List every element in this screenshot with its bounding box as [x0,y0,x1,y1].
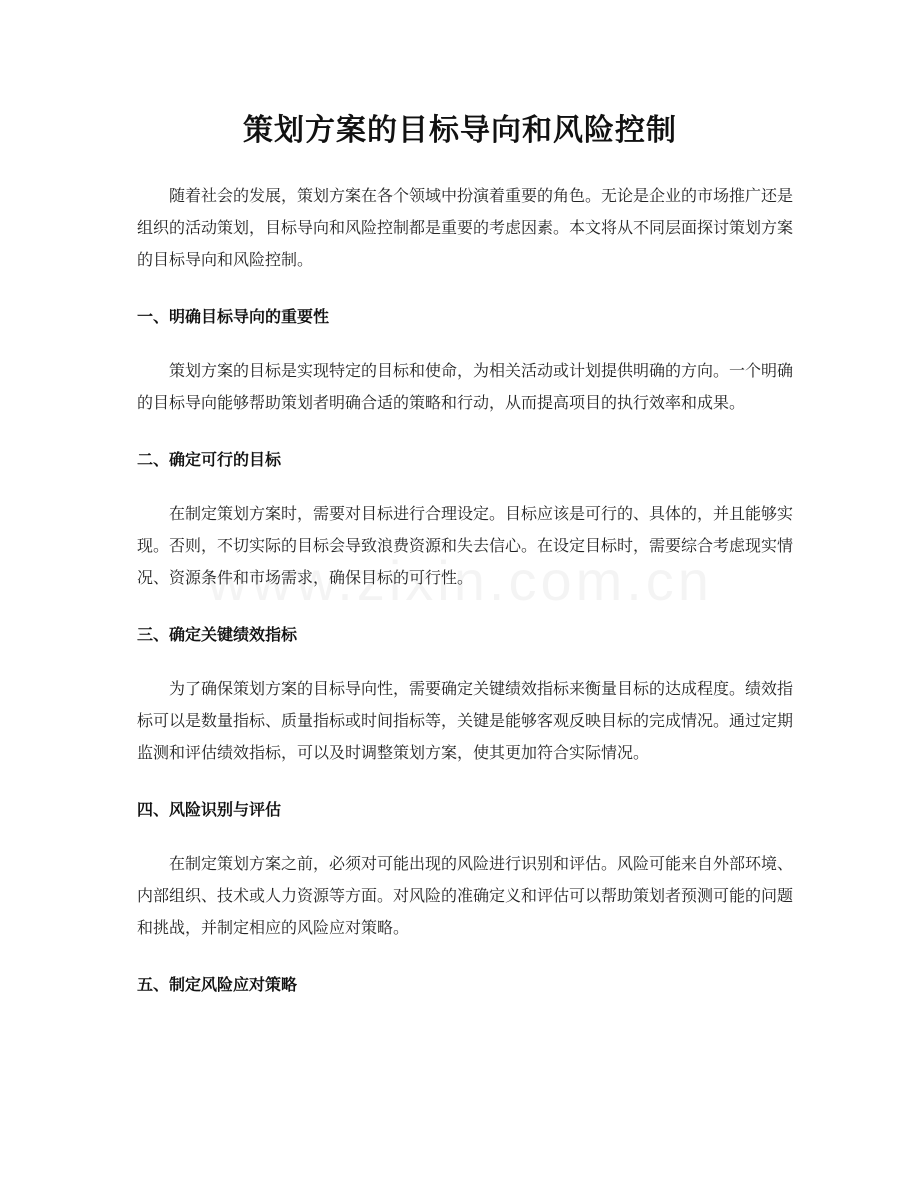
spacer [137,651,793,673]
spacer [137,333,793,355]
document-body [137,180,793,1001]
section-body-1: 策划方案的目标是实现特定的目标和使命，为相关活动或计划提供明确的方向。一个明确的目标导向能够帮助策划者明确合适的策略和行动，从而提高项目的执行效率和成果。 [137,361,794,412]
spacer [137,419,793,444]
section-heading-1: 一、明确目标导向的重要性 [137,307,330,326]
spacer [137,476,793,498]
spacer [137,826,793,848]
section-heading-5: 五、制定风险应对策略 [137,975,298,994]
section-body-4: 在制定策划方案之前，必须对可能出现的风险进行识别和评估。风险可能来自外部环境、内部组织、技术或人力资源等方面。对风险的准确定义和评估可以帮助策划者预测可能的问题和挑战，并制定相应的风险应对策略。 [137,854,794,937]
spacer [137,276,793,301]
spacer [137,594,793,619]
spacer [137,944,793,969]
intro-paragraph: 随着社会的发展，策划方案在各个领域中扮演着重要的角色。无论是企业的市场推广还是组织的活动策划，目标导向和风险控制都是重要的考虑因素。本文将从不同层面探讨策划方案的目标导向和风险控制。 [137,186,794,269]
section-heading-2: 二、确定可行的目标 [137,450,282,469]
section-body-3: 为了确保策划方案的目标导向性，需要确定关键绩效指标来衡量目标的达成程度。绩效指标可以是数量指标、质量指标或时间指标等，关键是能够客观反映目标的完成情况。通过定期监测和评估绩效指标，可以及时调整策划方案，使其更加符合实际情况。 [137,679,794,762]
page-title: 策划方案的目标导向和风险控制 [243,113,677,148]
spacer [137,769,793,794]
section-heading-3: 三、确定关键绩效指标 [137,625,298,644]
section-body-2: 在制定策划方案时，需要对目标进行合理设定。目标应该是可行的、具体的，并且能够实现。否则，不切实际的目标会导致浪费资源和失去信心。在设定目标时，需要综合考虑现实情况、资源条件和市场需求，确保目标的可行性。 [137,504,794,587]
section-heading-4: 四、风险识别与评估 [137,800,282,819]
